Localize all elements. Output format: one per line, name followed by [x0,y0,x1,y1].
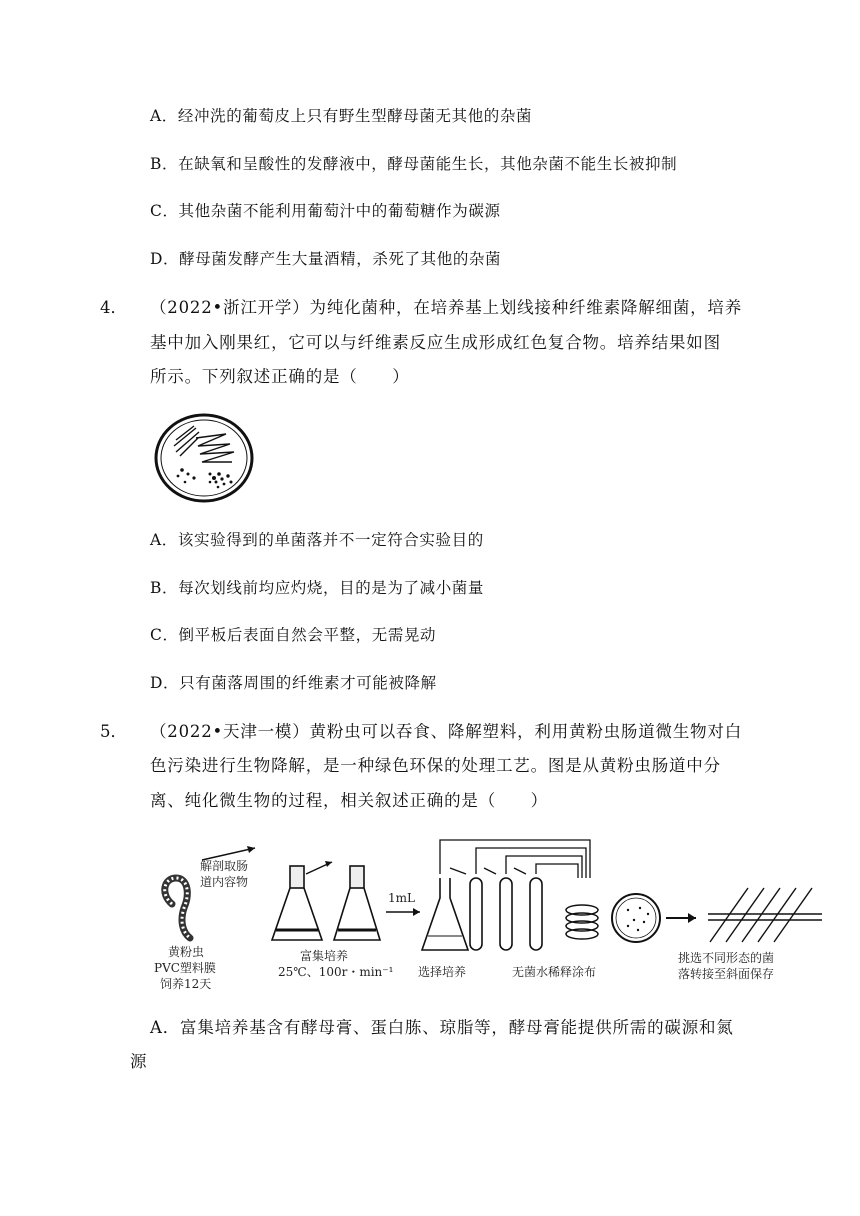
label-pick-2: 落转接至斜面保存 [678,967,775,981]
q4-stem-line-3: 所示。下列叙述正确的是（ ） [150,367,410,386]
q4-option-d: D．只有菌落周围的纤维素才可能被降解 [150,674,437,692]
q3-option-d: D．酵母菌发酵产生大量酒精，杀死了其他的杂菌 [150,250,502,268]
label-select: 选择培养 [418,965,467,979]
colony-plate-icon [612,894,660,942]
petri-dish-inner-rim [161,420,247,496]
flask-icon [334,866,380,940]
label-dilute: 无菌水稀释涂布 [512,965,597,979]
q5-number: 5． [100,722,127,741]
q5-stem-line-2: 色污染进行生物降解，是一种绿色环保的处理工艺。图是从黄粉虫肠道中分 [150,756,721,775]
selection-flask-icon [422,878,468,950]
petri-dish-outer-rim [156,415,252,501]
q4-stem-line-2: 基中加入刚果红，它可以与纤维素反应生成形成红色复合物。培养结果如图 [150,333,721,352]
q3-option-a: A．经冲洗的葡萄皮上只有野生型酵母菌无其他的杂菌 [150,107,533,125]
q4-option-c: C．倒平板后表面自然会平整，无需晃动 [150,626,437,644]
slant-tubes-icon [708,888,822,942]
q4-number: 4． [100,298,127,317]
label-dissect-2: 道内容物 [200,875,249,889]
label-enrich-1: 富集培养 [300,949,349,963]
q4-stem-line-1: （2022•浙江开学）为纯化菌种，在培养基上划线接种纤维素降解细菌，培养 [150,298,743,317]
q4-option-b: B．每次划线前均应灼烧，目的是为了减小菌量 [150,579,484,597]
label-worm-3: 饲养12天 [160,977,212,991]
mealworm-icon [165,878,190,938]
label-enrich-2: 25℃、100r・min⁻¹ [278,965,394,979]
label-pick-1: 挑选不同形态的菌 [678,951,775,965]
label-volume: 1mL [388,891,415,905]
q3-option-c: C．其他杂菌不能利用葡萄汁中的葡萄糖作为碳源 [150,202,501,220]
q5-stem-line-1: （2022•天津一模）黄粉虫可以吞食、降解塑料，利用黄粉虫肠道微生物对白 [150,722,743,741]
transfer-arrows [440,840,590,878]
flask-icon [272,866,322,940]
q5-option-a-line-2: 源 [130,1052,147,1071]
q5-option-a-line-1: A．富集培养基含有酵母膏、蛋白胨、琼脂等，酵母膏能提供所需的碳源和氮 [150,1018,734,1037]
streak-lines [174,426,234,462]
q3-option-b: B．在缺氧和呈酸性的发酵液中，酵母菌能生长，其他杂菌不能生长被抑制 [150,155,678,173]
label-worm-2: PVC塑料膜 [154,961,216,975]
petri-dish-figure [152,412,256,504]
label-worm-1: 黄粉虫 [168,945,205,959]
plate-stack-icon [566,905,598,939]
isolation-process-figure [150,838,830,1000]
q4-option-a: A．该实验得到的单菌落并不一定符合实验目的 [150,531,484,549]
dilution-tubes [470,878,542,950]
label-dissect-1: 解剖取肠 [200,859,249,873]
bacterial-colonies [177,468,233,488]
q5-stem-line-3: 离、纯化微生物的过程，相关叙述正确的是（ ） [150,791,548,810]
